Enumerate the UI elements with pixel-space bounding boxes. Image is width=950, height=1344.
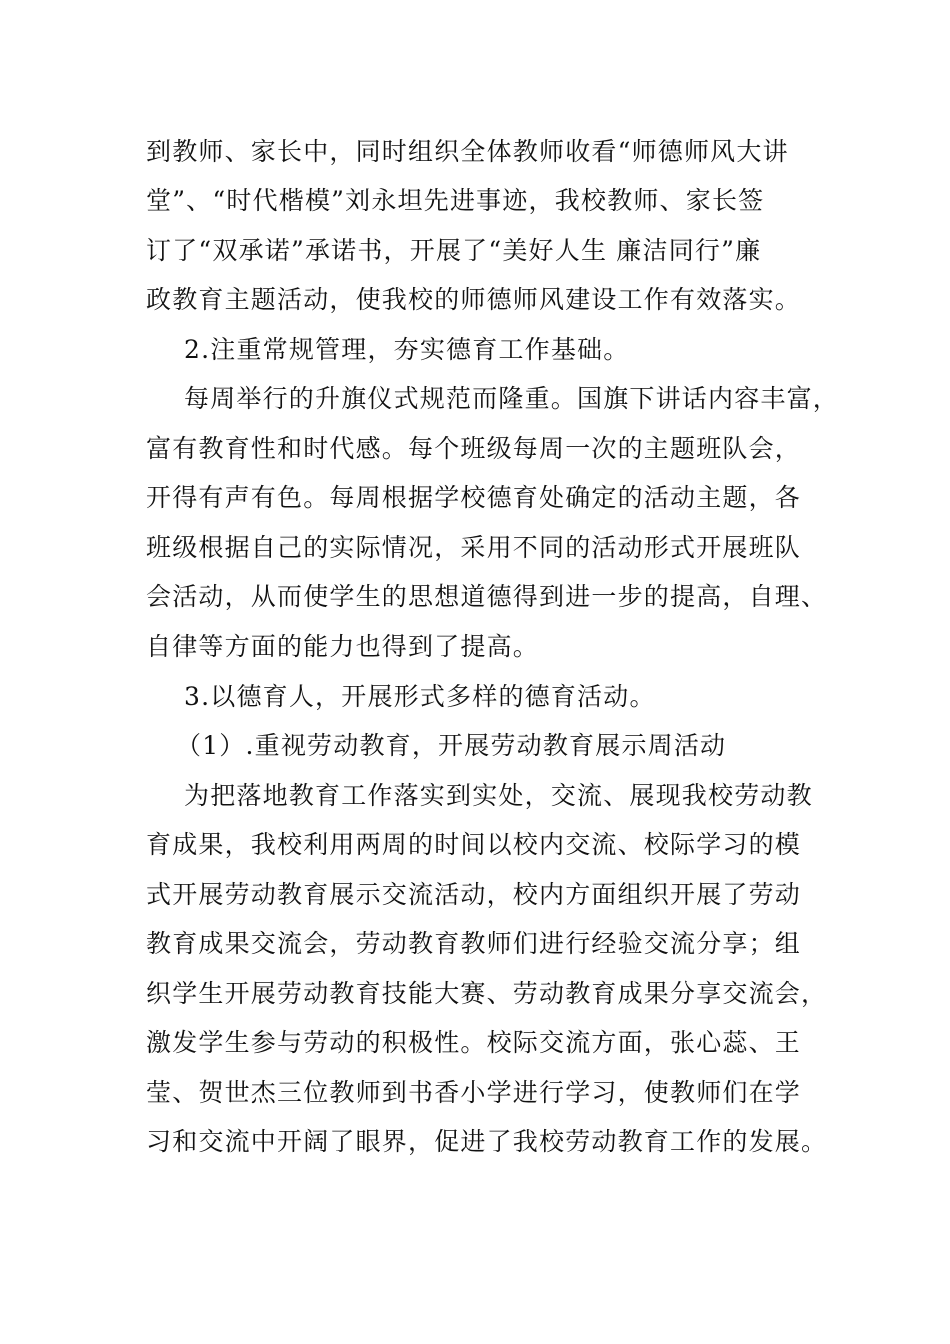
paragraph-line: 每周举行的升旗仪式规范而隆重。国旗下讲话内容丰富， [184, 384, 840, 413]
paragraph-line: 育成果，我校利用两周的时间以校内交流、校际学习的模 [146, 830, 802, 859]
paragraph-line: 订了“双承诺”承诺书，开展了“美好人生 廉洁同行”廉 [146, 236, 762, 265]
paragraph-line: 教育成果交流会，劳动教育教师们进行经验交流分享；组 [146, 929, 802, 958]
paragraph-line: 式开展劳动教育展示交流活动，校内方面组织开展了劳动 [146, 880, 802, 909]
paragraph-line: 堂”、“时代楷模”刘永坦先进事迹，我校教师、家长签 [146, 186, 765, 215]
section-heading-3: 3.以德育人，开展形式多样的德育活动。 [184, 682, 656, 711]
paragraph-line: 习和交流中开阔了眼界，促进了我校劳动教育工作的发展。 [146, 1127, 828, 1156]
paragraph-line: 富有教育性和时代感。每个班级每周一次的主题班队会， [146, 434, 802, 463]
subsection-heading-1: （1）.重视劳动教育，开展劳动教育展示周活动 [176, 731, 727, 760]
paragraph-line: 激发学生参与劳动的积极性。校际交流方面，张心蕊、王 [146, 1028, 802, 1057]
paragraph-line: 到教师、家长中，同时组织全体教师收看“师德师风大讲 [146, 137, 789, 166]
paragraph-line: 开得有声有色。每周根据学校德育处确定的活动主题，各 [146, 483, 802, 512]
section-heading-2: 2.注重常规管理，夯实德育工作基础。 [184, 335, 630, 364]
paragraph-line: 班级根据自己的实际情况，采用不同的活动形式开展班队 [146, 533, 802, 562]
paragraph-line: 政教育主题活动，使我校的师德师风建设工作有效落实。 [146, 285, 802, 314]
paragraph-line: 织学生开展劳动教育技能大赛、劳动教育成果分享交流会， [146, 979, 828, 1008]
paragraph-line: 自律等方面的能力也得到了提高。 [146, 632, 540, 661]
paragraph-line: 为把落地教育工作落实到实处，交流、展现我校劳动教 [184, 781, 813, 810]
paragraph-line: 莹、贺世杰三位教师到书香小学进行学习，使教师们在学 [146, 1078, 802, 1107]
paragraph-line: 会活动，从而使学生的思想道德得到进一步的提高，自理、 [146, 582, 828, 611]
